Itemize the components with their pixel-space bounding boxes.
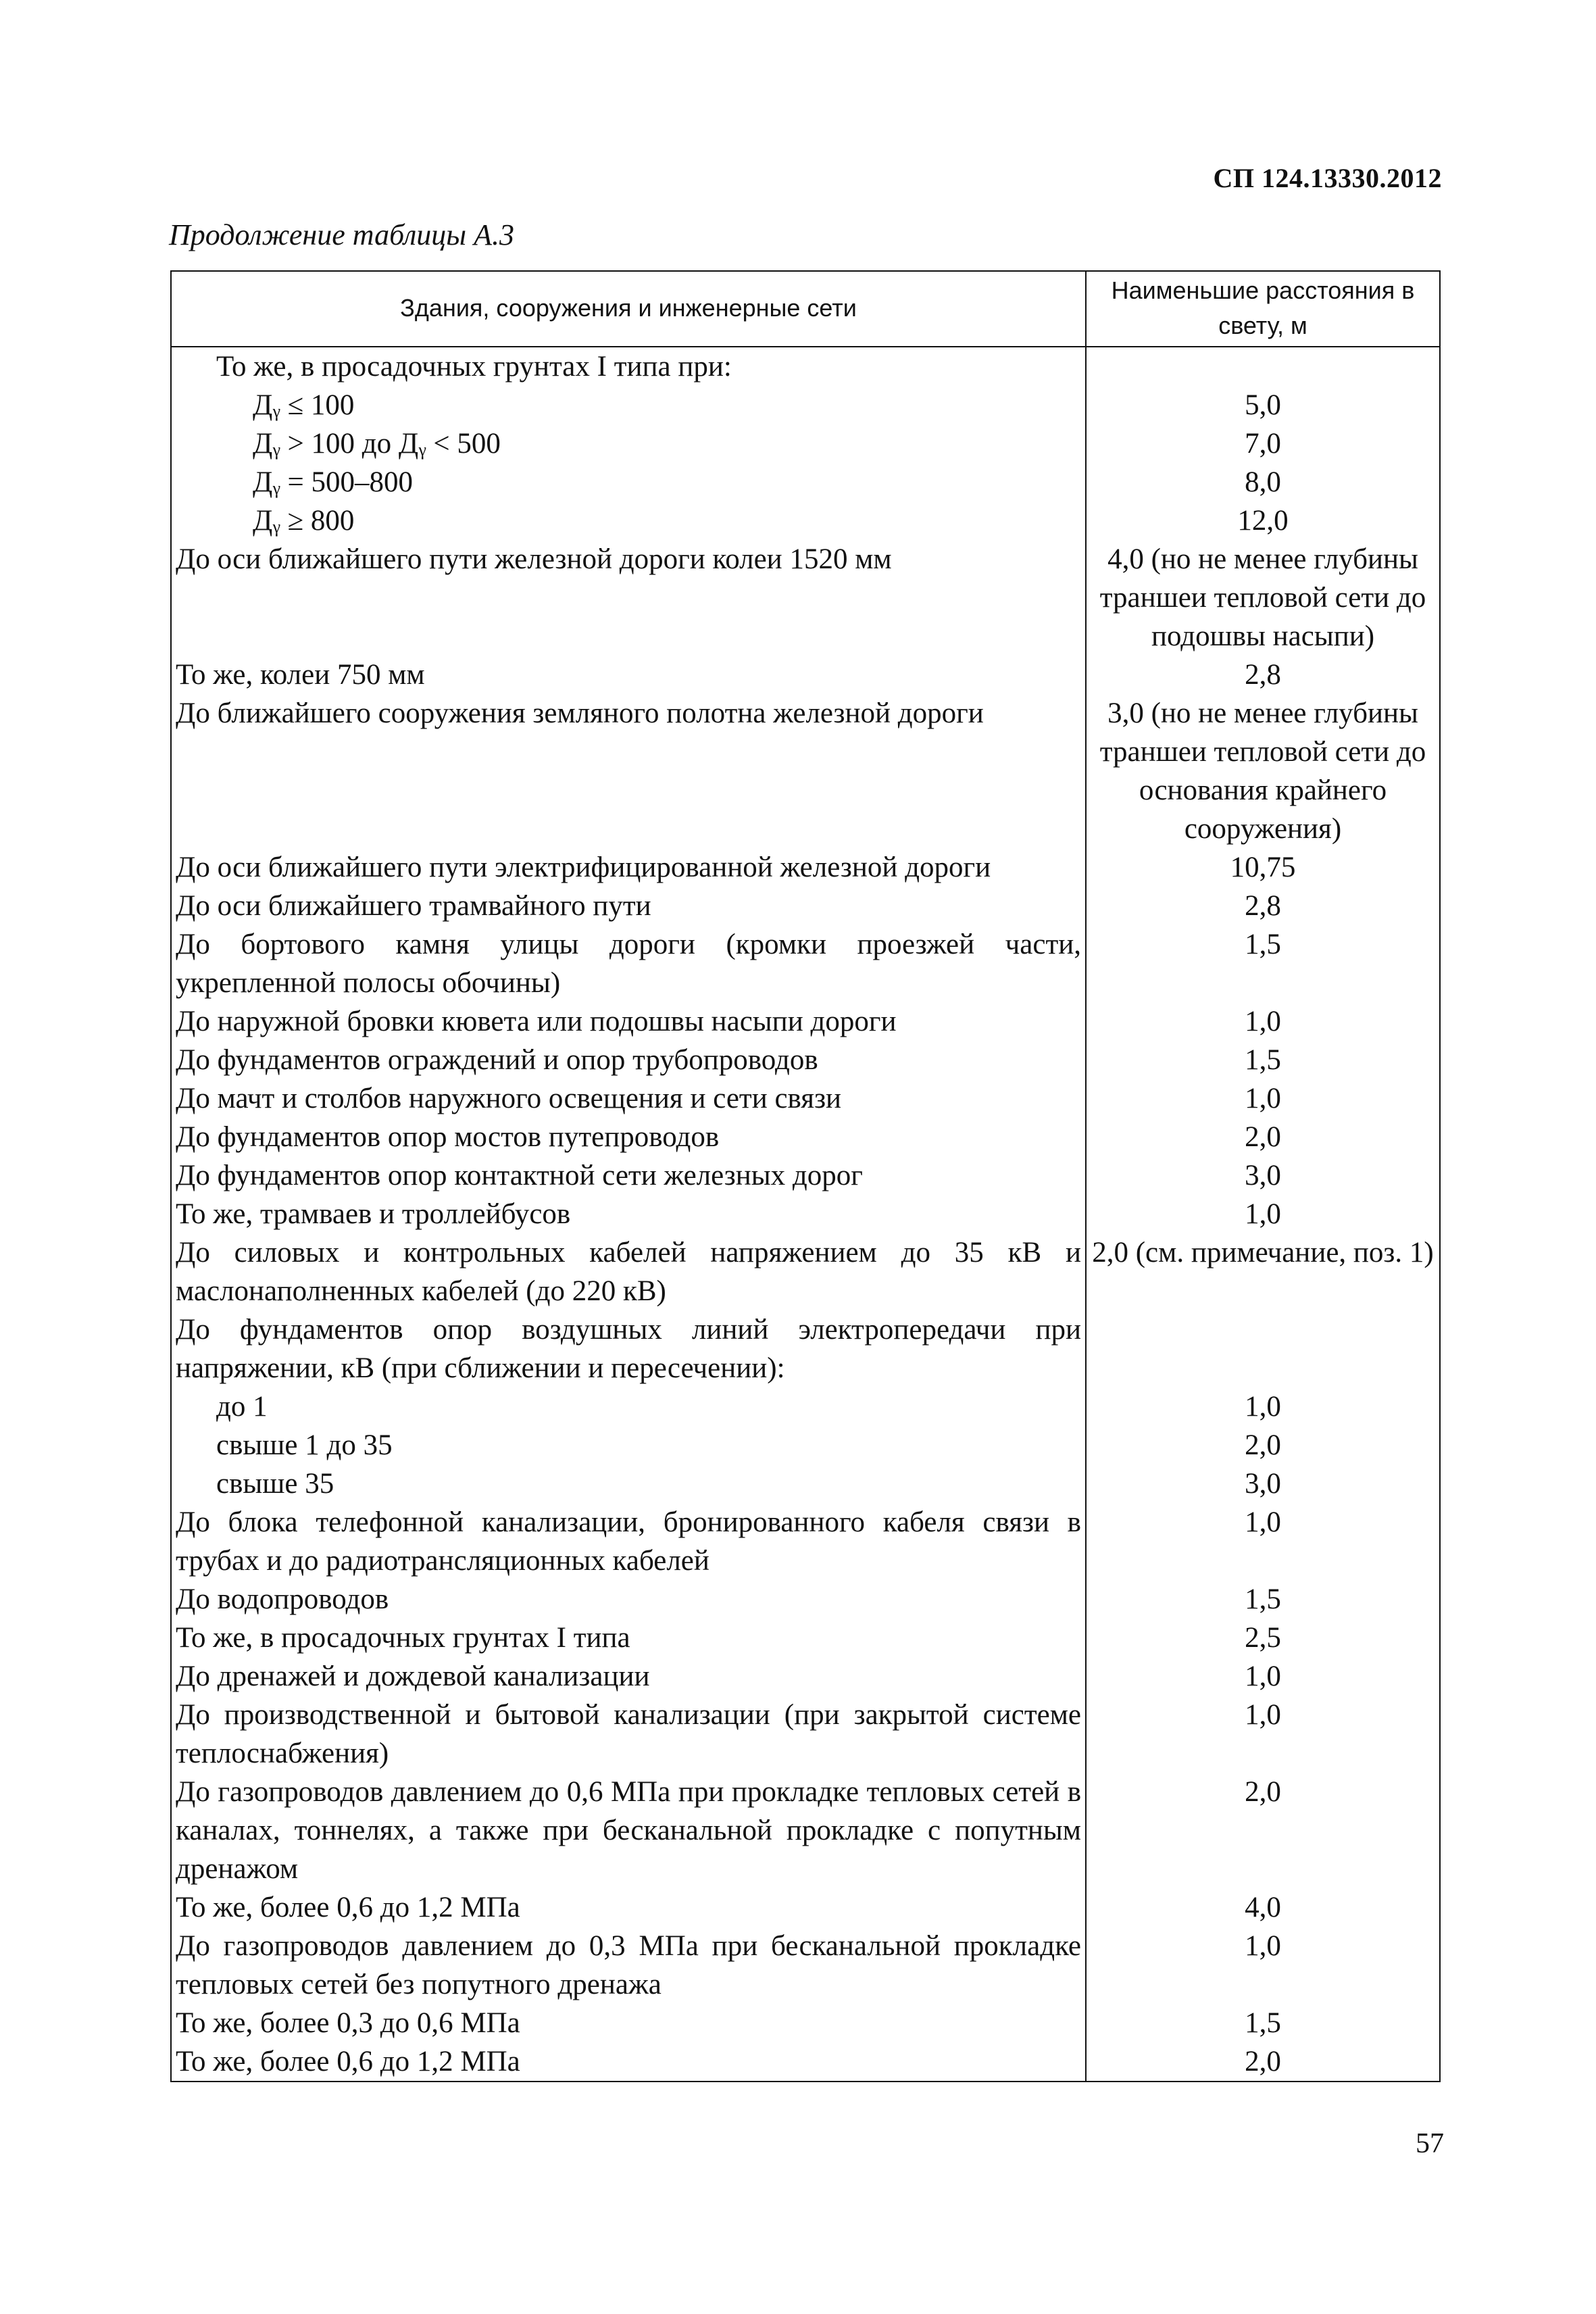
column-header-distance: Наименьшие расстояния в свету, м (1086, 271, 1440, 347)
page-number: 57 (1416, 2128, 1444, 2159)
row-structure-name: Дᵧ ≥ 800 (171, 501, 1086, 540)
row-structure-name: До производственной и бытовой канализации (при закрытой системе теплоснабжения) (171, 1696, 1086, 1773)
row-distance-value (1086, 347, 1440, 386)
table-row (171, 1118, 1440, 1156)
row-structure-name: До водопроводов (171, 1580, 1086, 1619)
row-distance-value: 2,5 (1086, 1619, 1440, 1657)
row-distance-value: 7,0 (1086, 424, 1440, 463)
table-row (171, 848, 1440, 887)
row-structure-name: Дᵧ > 100 до Дᵧ < 500 (171, 424, 1086, 463)
row-distance-value: 1,0 (1086, 1079, 1440, 1118)
table-row (171, 1156, 1440, 1195)
row-distance-value: 2,0 (1086, 1426, 1440, 1464)
table-caption: Продолжение таблицы А.3 (169, 218, 514, 251)
table-row (171, 347, 1440, 386)
row-structure-name: До блока телефонной канализации, бронированного кабеля связи в трубах и до радиотрансляционных кабелей (171, 1503, 1086, 1580)
table-row (171, 1773, 1440, 1888)
row-distance-value: 1,0 (1086, 1195, 1440, 1233)
distances-table (170, 270, 1441, 2082)
table-row (171, 1079, 1440, 1118)
row-structure-name: То же, колеи 750 мм (171, 656, 1086, 694)
row-structure-name: До оси ближайшего пути электрифицированной железной дороги (171, 848, 1086, 887)
row-structure-name: До фундаментов опор контактной сети железных дорог (171, 1156, 1086, 1195)
row-distance-value: 5,0 (1086, 386, 1440, 424)
row-distance-value: 2,8 (1086, 656, 1440, 694)
row-structure-name: То же, более 0,3 до 0,6 МПа (171, 2004, 1086, 2042)
table-row (171, 463, 1440, 501)
row-structure-name: До газопроводов давлением до 0,3 МПа при бесканальной прокладке тепловых сетей без попутного дренажа (171, 1927, 1086, 2004)
row-distance-value: 1,0 (1086, 1927, 1440, 2004)
row-distance-value: 3,0 (1086, 1156, 1440, 1195)
row-structure-name: До дренажей и дождевой канализации (171, 1657, 1086, 1696)
row-structure-name: То же, в просадочных грунтах I типа (171, 1619, 1086, 1657)
table-row (171, 386, 1440, 424)
row-distance-value: 1,0 (1086, 1002, 1440, 1041)
row-distance-value (1086, 1310, 1440, 1387)
row-structure-name: До газопроводов давлением до 0,6 МПа при прокладке тепловых сетей в каналах, тоннелях, а также при бесканальной прокладке с попутным дренажом (171, 1773, 1086, 1888)
table-row (171, 1002, 1440, 1041)
table-row (171, 1580, 1440, 1619)
row-structure-name: До фундаментов опор мостов путепроводов (171, 1118, 1086, 1156)
table-row (171, 1927, 1440, 2004)
row-structure-name: Дᵧ ≤ 100 (171, 386, 1086, 424)
row-distance-value: 2,0 (1086, 1773, 1440, 1888)
row-structure-name: До фундаментов опор воздушных линий электропередачи при напряжении, кВ (при сближении и пересечении): (171, 1310, 1086, 1387)
table-row (171, 1657, 1440, 1696)
row-distance-value: 1,5 (1086, 1580, 1440, 1619)
table-body (171, 347, 1440, 2082)
row-distance-value: 4,0 (1086, 1888, 1440, 1927)
row-structure-name: То же, более 0,6 до 1,2 МПа (171, 2042, 1086, 2082)
row-distance-value: 3,0 (1086, 1464, 1440, 1503)
table-row (171, 424, 1440, 463)
row-distance-value: 12,0 (1086, 501, 1440, 540)
table-row (171, 1464, 1440, 1503)
table-row (171, 501, 1440, 540)
table-row (171, 2004, 1440, 2042)
row-structure-name: До бортового камня улицы дороги (кромки проезжей части, укрепленной полосы обочины) (171, 925, 1086, 1002)
row-structure-name: До оси ближайшего пути железной дороги колеи 1520 мм (171, 540, 1086, 656)
document-code: СП 124.13330.2012 (1213, 163, 1442, 193)
table-row (171, 1426, 1440, 1464)
table-row (171, 1696, 1440, 1773)
row-structure-name: До мачт и столбов наружного освещения и сети связи (171, 1079, 1086, 1118)
column-header-structures: Здания, сооружения и инженерные сети (171, 271, 1086, 347)
row-structure-name: Дᵧ = 500–800 (171, 463, 1086, 501)
row-distance-value: 1,5 (1086, 1041, 1440, 1079)
row-distance-value: 2,0 (см. примечание, поз. 1) (1086, 1233, 1440, 1310)
table-row (171, 925, 1440, 1002)
row-structure-name: До ближайшего сооружения земляного полотна железной дороги (171, 694, 1086, 848)
row-distance-value: 1,0 (1086, 1657, 1440, 1696)
row-distance-value: 2,8 (1086, 887, 1440, 925)
table-row (171, 2042, 1440, 2082)
table-row (171, 1233, 1440, 1310)
row-structure-name: До оси ближайшего трамвайного пути (171, 887, 1086, 925)
row-structure-name: свыше 1 до 35 (171, 1426, 1086, 1464)
row-distance-value: 2,0 (1086, 2042, 1440, 2082)
table-row (171, 887, 1440, 925)
row-distance-value: 1,5 (1086, 925, 1440, 1002)
row-distance-value: 1,0 (1086, 1503, 1440, 1580)
row-structure-name: То же, в просадочных грунтах I типа при: (171, 347, 1086, 386)
row-distance-value: 1,0 (1086, 1696, 1440, 1773)
table-row (171, 1888, 1440, 1927)
row-structure-name: То же, трамваев и троллейбусов (171, 1195, 1086, 1233)
table-row (171, 1619, 1440, 1657)
row-structure-name: свыше 35 (171, 1464, 1086, 1503)
table-row (171, 1503, 1440, 1580)
table-header-row (171, 271, 1440, 347)
row-distance-value: 10,75 (1086, 848, 1440, 887)
row-structure-name: То же, более 0,6 до 1,2 МПа (171, 1888, 1086, 1927)
row-distance-value: 1,0 (1086, 1387, 1440, 1426)
table-row (171, 1195, 1440, 1233)
row-structure-name: до 1 (171, 1387, 1086, 1426)
row-structure-name: До силовых и контрольных кабелей напряжением до 35 кВ и маслонаполненных кабелей (до 220 кВ) (171, 1233, 1086, 1310)
table-row (171, 1041, 1440, 1079)
table-row (171, 694, 1440, 848)
table-row (171, 1310, 1440, 1387)
table-row (171, 1387, 1440, 1426)
row-distance-value: 1,5 (1086, 2004, 1440, 2042)
row-distance-value: 8,0 (1086, 463, 1440, 501)
row-structure-name: До наружной бровки кювета или подошвы насыпи дороги (171, 1002, 1086, 1041)
table-row (171, 540, 1440, 656)
table-row (171, 656, 1440, 694)
row-structure-name: До фундаментов ограждений и опор трубопроводов (171, 1041, 1086, 1079)
row-distance-value: 2,0 (1086, 1118, 1440, 1156)
row-distance-value: 4,0 (но не менее глубины траншеи тепловой сети до подошвы насыпи) (1086, 540, 1440, 656)
row-distance-value: 3,0 (но не менее глубины траншеи тепловой сети до основания крайнего сооружения) (1086, 694, 1440, 848)
